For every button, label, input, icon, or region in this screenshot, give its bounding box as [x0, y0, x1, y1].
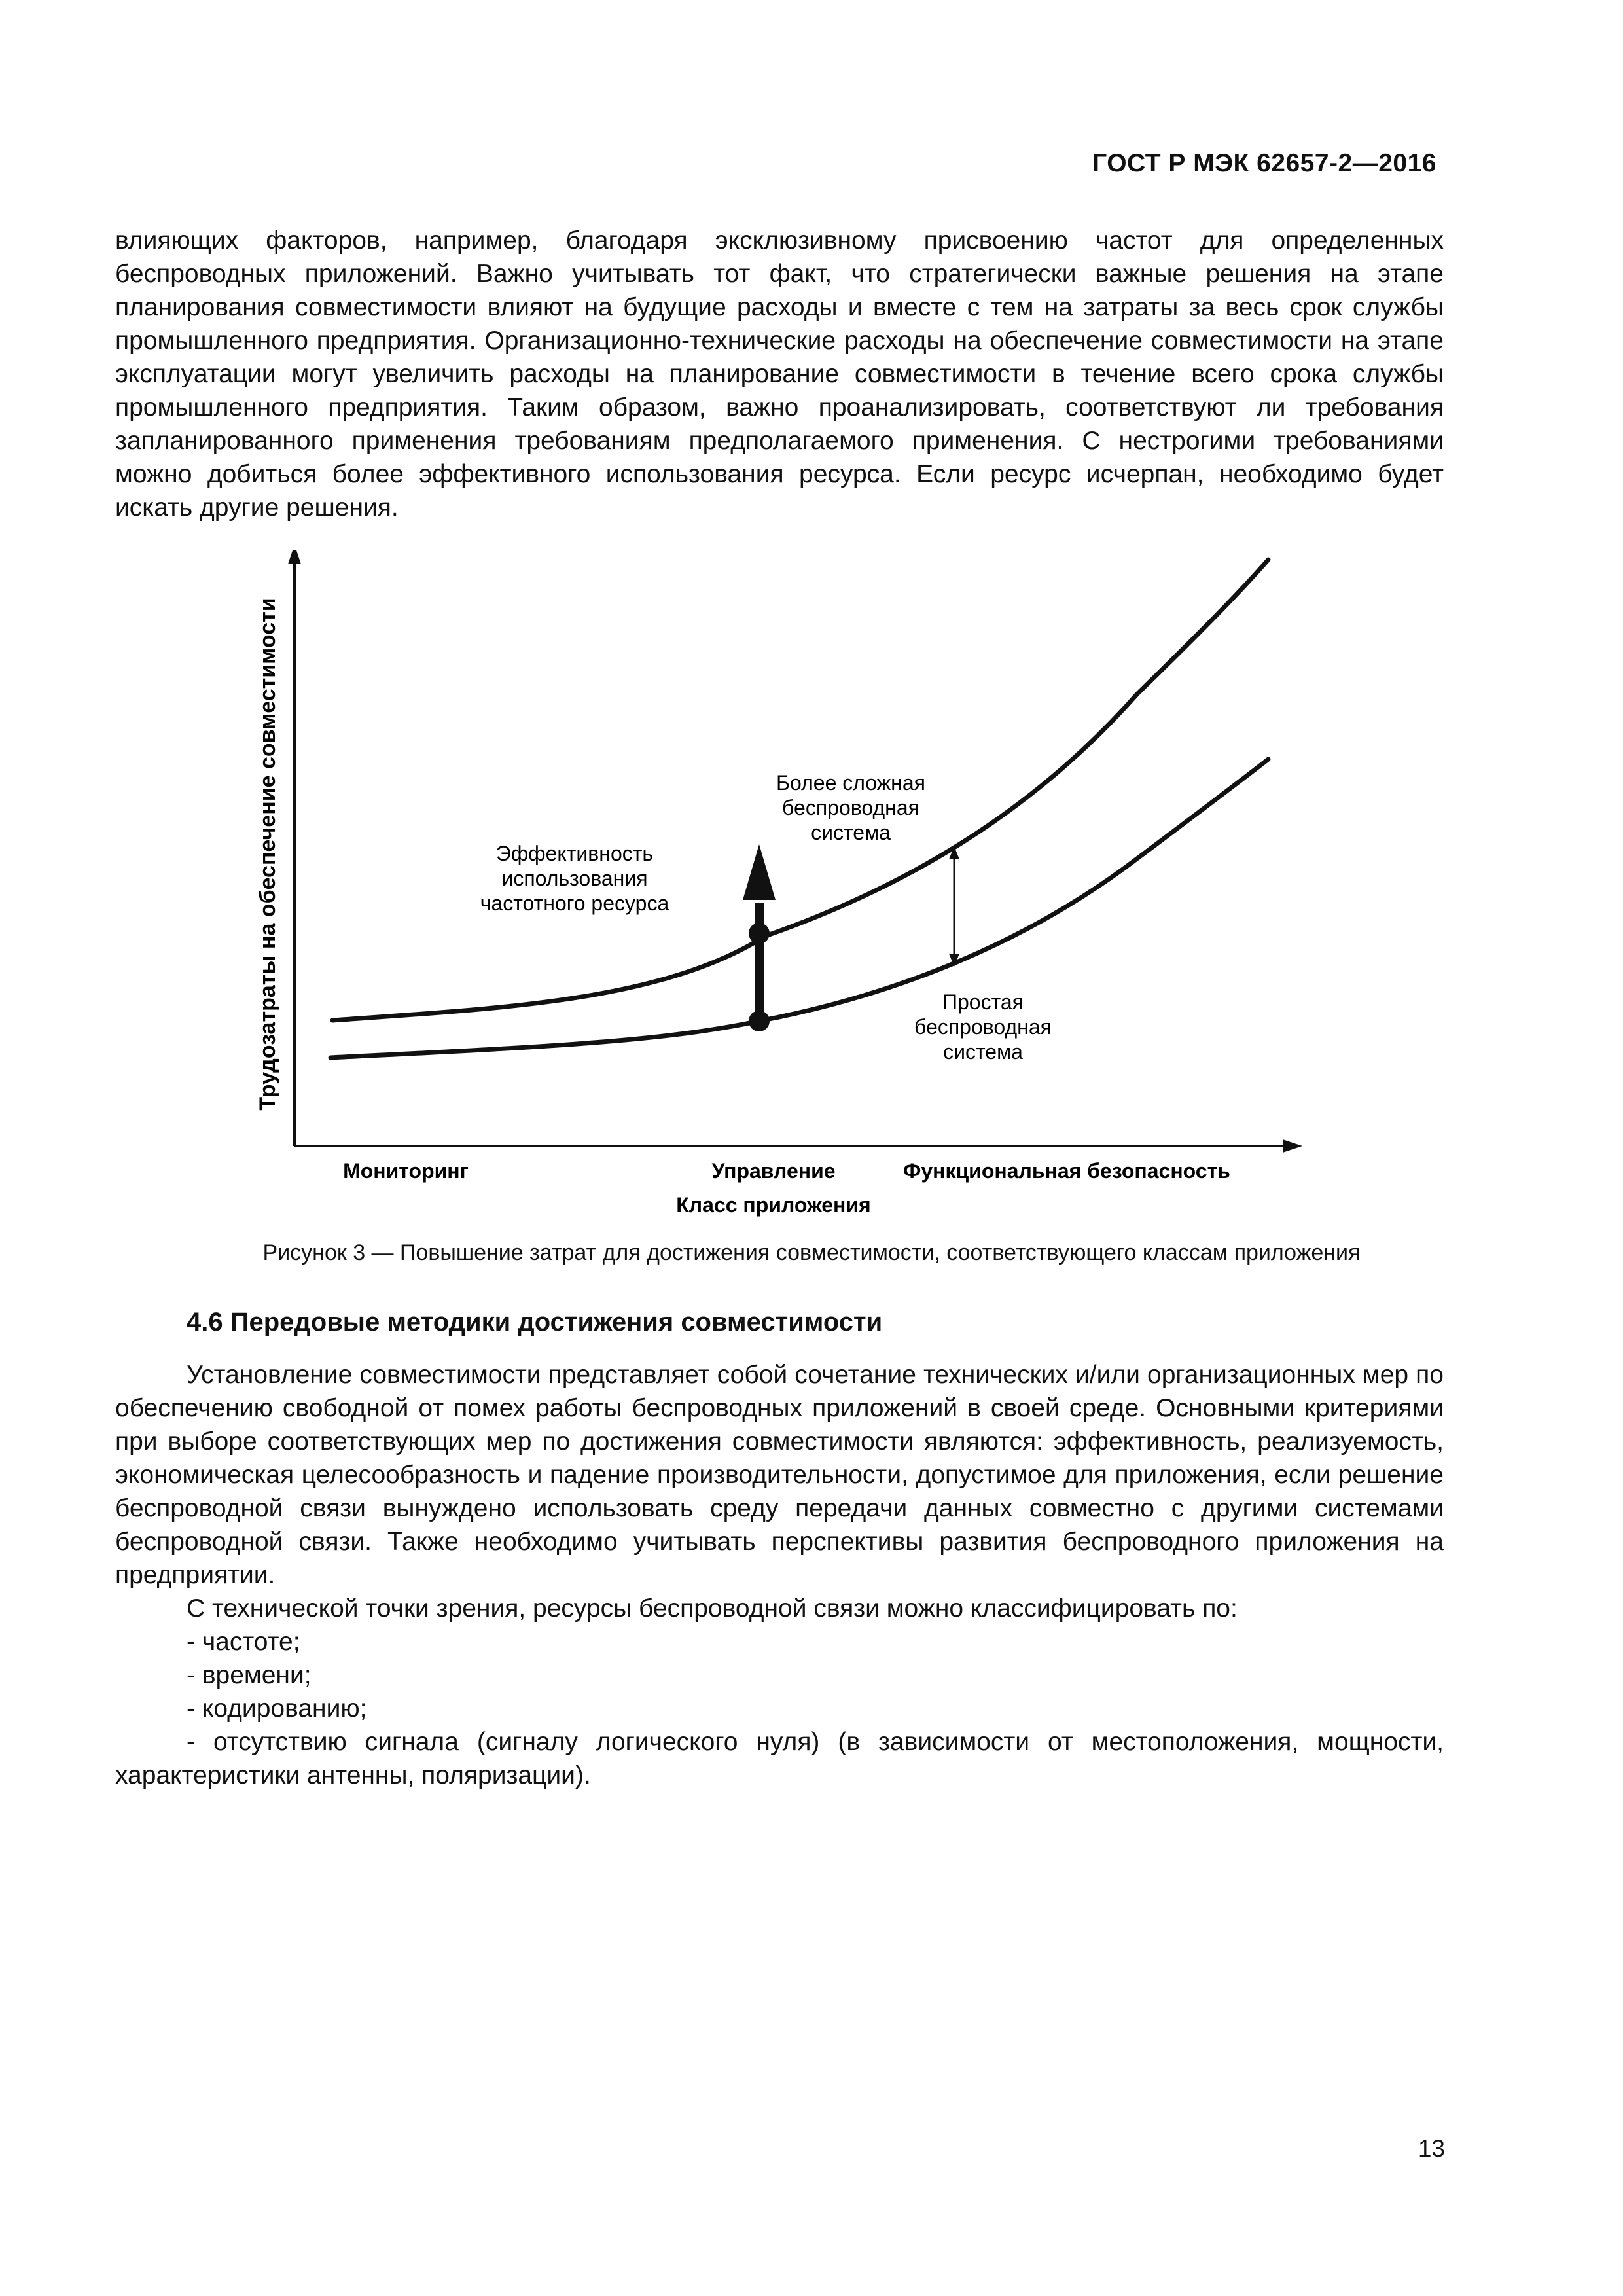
paragraph-text: влияющих факторов, например, благодаря эксклюзивному присвоению частот для определенных беспроводных приложений. Важно учитывать тот факт, что стратегически важные решения на этапе планирования совместимости влияют на будущие расходы и вместе с тем на затраты за весь срок службы промышленного предприятия. Организационно-технические расходы на обеспечение совместимости на этапе эксплуатации могут увеличить расходы на планирование совместимости в течение всего срока службы промышленного предприятия. Таким образом, важно проанализировать, соответствуют ли требования запланированного применения требованиям предполагаемого применения. С нестрогими требованиями можно добиться более эффективного использования ресурса. Если ресурс исчерпан, необходимо будет искать другие решения. — [115, 226, 1444, 522]
simple-system-label-line3: система — [943, 1040, 1023, 1064]
efficiency-label-line1: Эффективность — [495, 842, 654, 865]
list-item: - отсутствию сигнала (сигналу логического нуля) (в зависимости от местоположения, мощности, характеристики антенны, поляризации). — [115, 1728, 1444, 1789]
x-tick-control: Управление — [711, 1159, 836, 1183]
complex-system-label-line1: Более сложная — [776, 771, 925, 795]
page-number: 13 — [1418, 2135, 1445, 2162]
section-paragraph: Установление совместимости представляет собой сочетание технических и/или организационных мер по обеспечению свободной от помех работы беспроводных приложений в своей среде. Основными критериями при выборе соответствующих мер по достижения совместимости являются: эффективность, реализуемость, экономическая целесообразность и падение производительности, допустимое для приложения, если решение беспроводной связи вынуждено использовать среду передачи данных совместно с другими системами беспроводной связи. Также необходимо учитывать перспективы развития беспроводного приложения на предприятии. — [115, 1361, 1444, 1589]
list-item: - частоте; — [187, 1628, 300, 1656]
x-tick-monitoring: Мониторинг — [343, 1159, 469, 1183]
paragraph-top — [115, 224, 1444, 524]
x-axis-arrowhead — [1283, 1139, 1302, 1153]
figure-chart — [242, 550, 1315, 1224]
document-header: ГОСТ Р МЭК 62657-2—2016 — [1092, 149, 1436, 177]
simple-system-label-line2: беспроводная — [914, 1015, 1052, 1039]
point-complex — [749, 923, 770, 944]
efficiency-label-line2: использования — [501, 867, 648, 890]
list-item: - времени; — [187, 1661, 312, 1689]
y-axis-arrowhead — [288, 550, 301, 564]
section-paragraph: С технической точки зрения, ресурсы беспроводной связи можно классифицировать по: — [187, 1594, 1238, 1623]
simple-system-label-line1: Простая — [942, 990, 1024, 1014]
x-tick-functional-safety: Функциональная безопасность — [903, 1159, 1230, 1183]
complex-system-label-line3: система — [811, 821, 891, 844]
figure-caption: Рисунок 3 — Повышение затрат для достижения совместимости, соответствующего классам приложения — [262, 1240, 1361, 1265]
y-axis-label: Трудозатраты на обеспечение совместимости — [255, 598, 280, 1111]
section-body — [115, 1358, 1444, 1792]
efficiency-arrow-head — [743, 844, 776, 900]
complex-system-label-line2: беспроводная — [782, 796, 919, 819]
list-item: - кодированию; — [187, 1695, 367, 1723]
point-simple — [749, 1011, 770, 1031]
efficiency-label-line3: частотного ресурса — [480, 891, 669, 915]
x-axis-label: Класс приложения — [676, 1193, 871, 1217]
section-title: 4.6 Передовые методики достижения совместимости — [187, 1308, 883, 1336]
